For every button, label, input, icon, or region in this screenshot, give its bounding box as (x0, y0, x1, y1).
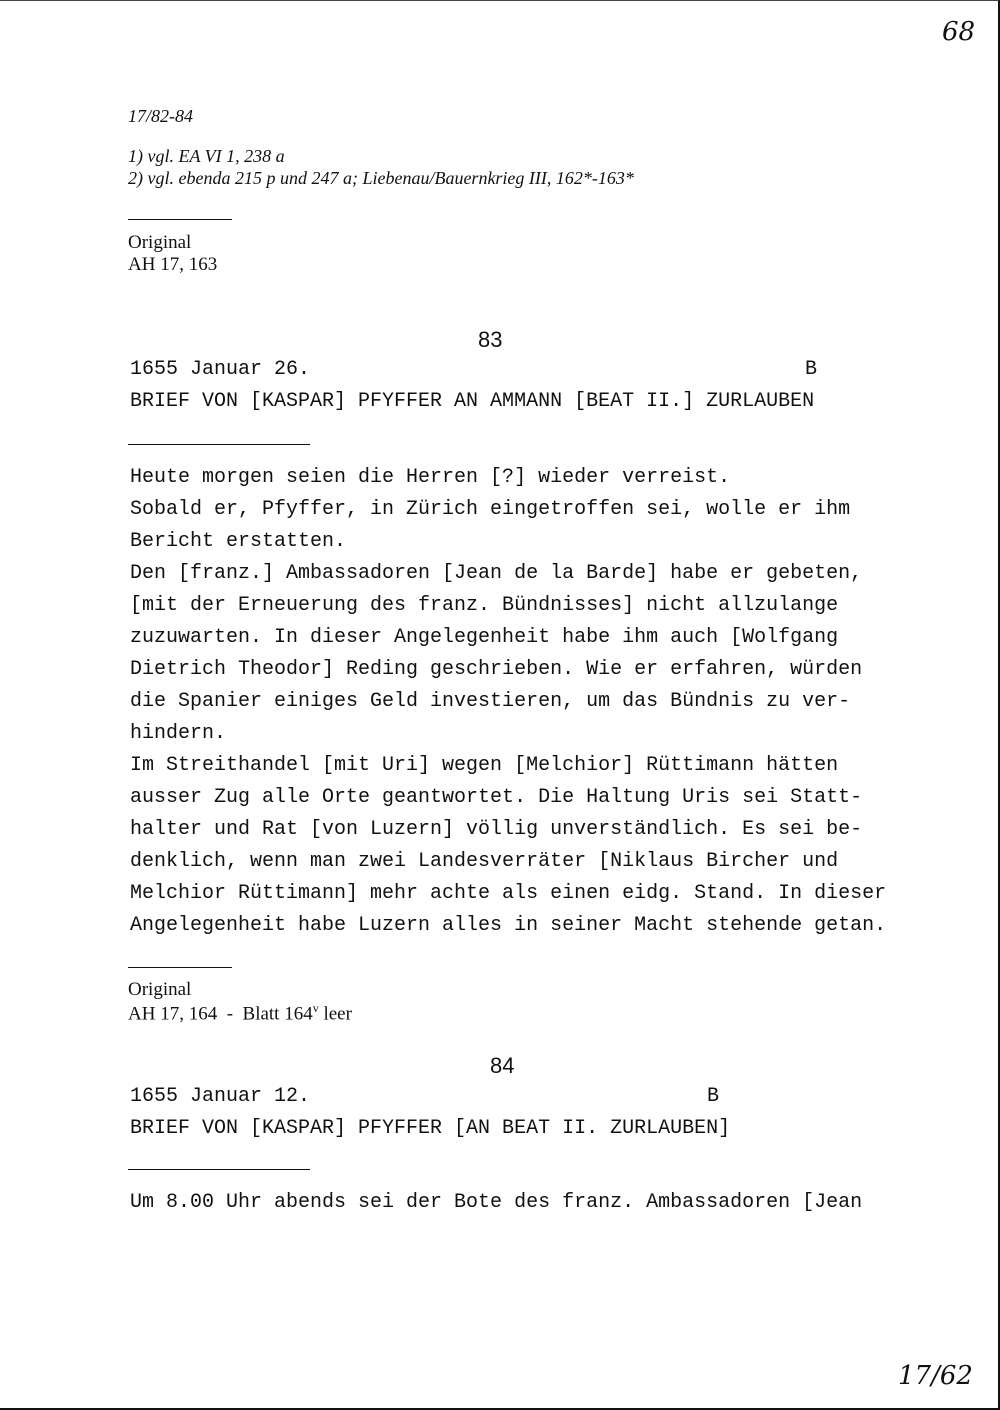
document-title: BRIEF VON [KASPAR] PFYFFER AN AMMANN [BEAT II.] ZURLAUBEN (130, 390, 815, 413)
footnote-2: 2) vgl. ebenda 215 p und 247 a; Liebenau/Bauernkrieg III, 162*-163* (128, 168, 634, 188)
divider (128, 1169, 310, 1170)
document-number: 84 (490, 1053, 515, 1078)
document-number: 83 (478, 327, 503, 352)
footnote-1: 1) vgl. EA VI 1, 238 a (128, 146, 285, 166)
divider (128, 444, 310, 445)
body-line: Den [franz.] Ambassadoren [Jean de la Barde] habe er gebeten, (130, 562, 863, 585)
original-label: Original (128, 232, 192, 253)
document-type: B (805, 358, 818, 381)
body-line: hindern. (130, 722, 227, 745)
body-line: Bericht erstatten. (130, 530, 347, 553)
original-ref: AH 17, 163 (128, 254, 218, 275)
body-line: die Spanier einiges Geld investieren, um das Bündnis zu ver- (130, 690, 851, 713)
original-label: Original (128, 979, 192, 1000)
document-title: BRIEF VON [KASPAR] PFYFFER [AN BEAT II. ZURLAUBEN] (130, 1117, 731, 1140)
body-line: Melchior Rüttimann] mehr achte als einen eidg. Stand. In dieser (130, 882, 887, 905)
divider (128, 219, 232, 220)
document-date: 1655 Januar 26. (130, 358, 311, 381)
divider (128, 967, 232, 968)
body-line: [mit der Erneuerung des franz. Bündnisses] nicht allzulange (130, 594, 839, 617)
original-ref: AH 17, 164 - Blatt 164$^v$ leer (128, 1001, 352, 1025)
body-line: halter und Rat [von Luzern] völlig unverständlich. Es sei be- (130, 818, 863, 841)
body-line: Dietrich Theodor] Reding geschrieben. Wie er erfahren, würden (130, 658, 863, 681)
document-type: B (707, 1085, 720, 1108)
body-line: Angelegenheit habe Luzern alles in seiner Macht stehende getan. (130, 914, 887, 937)
body-line: Im Streithandel [mit Uri] wegen [Melchior] Rüttimann hätten (130, 754, 839, 777)
body-line: ausser Zug alle Orte geantwortet. Die Haltung Uris sei Statt- (130, 786, 863, 809)
body-line: Heute morgen seien die Herren [?] wieder verreist. (130, 466, 731, 489)
body-line: Um 8.00 Uhr abends sei der Bote des franz. Ambassadoren [Jean (130, 1191, 863, 1214)
handwritten-archive-number: 17/62 (898, 1361, 973, 1391)
handwritten-page-number: 68 (942, 17, 976, 47)
body-line: zuzuwarten. In dieser Angelegenheit habe ihm auch [Wolfgang (130, 626, 839, 649)
body-line: denklich, wenn man zwei Landesverräter [Niklaus Bircher und (130, 850, 839, 873)
body-line: Sobald er, Pfyffer, in Zürich eingetroffen sei, wolle er ihm (130, 498, 851, 521)
document-date: 1655 Januar 12. (130, 1085, 311, 1108)
section-ref: 17/82-84 (128, 106, 193, 126)
